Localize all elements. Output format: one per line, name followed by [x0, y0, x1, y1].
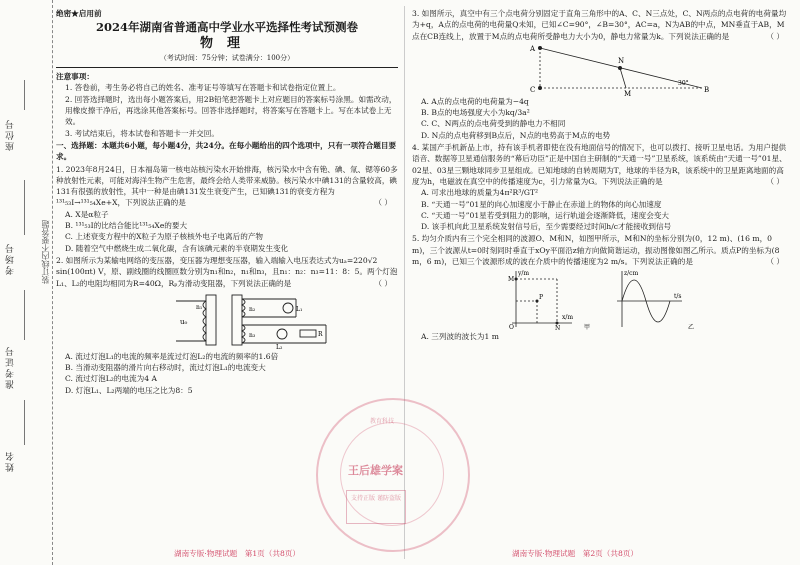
label-n: N	[618, 56, 625, 65]
label-z: z/cm	[624, 270, 639, 278]
note-item: 3. 考试结束后，将本试卷和答题卡一并交回。	[65, 128, 219, 138]
q2-option-c: C. 流过灯泡L₂的电流为4 A	[65, 374, 157, 384]
binding-strip	[0, 0, 53, 565]
q5-option-a: A. 三列波的波长为1 m	[421, 332, 499, 342]
source-m	[515, 278, 518, 281]
q4-option-a: A. 可求出地球的质量为4π²R³/GT²	[421, 188, 539, 198]
seat-line	[24, 80, 25, 110]
footer-right: 湖南专版·物理试题 第2页（共8页）	[512, 549, 638, 558]
fig-label-r: R	[318, 330, 323, 338]
subject-title: 物理	[199, 35, 254, 51]
label-a: A	[530, 44, 536, 53]
transformer-figure	[56, 289, 398, 351]
q4-option-c: C. “天通一号”01星若受到阻力的影响，运行轨道会逐渐降低，速度会变大	[421, 210, 670, 220]
label-b: B	[704, 85, 710, 94]
rheostat	[300, 330, 316, 337]
q1-option-a: A. X是α粒子	[65, 209, 109, 219]
lamp-l1	[283, 303, 293, 313]
q3-stem	[412, 8, 790, 42]
fig-label-l1: L₁	[296, 305, 303, 313]
anti-piracy-stamp: 支持正版 谨防盗版	[346, 490, 406, 524]
point-c	[538, 86, 542, 90]
watermark-ring-text: 教育科技	[370, 418, 395, 425]
q1-option-c: C. 上述衰变方程中的X粒子为原子核核外电子电离后的产物	[65, 232, 264, 242]
wave-figure	[412, 267, 790, 331]
fig-label-u0: u₀	[180, 317, 188, 326]
label-p: P	[539, 294, 544, 302]
exam-title: 2024年湖南省普通高中学业水平选择性考试预测卷	[95, 20, 358, 35]
q3-option-d: D. N点的点电荷移到B点后，N点的电势高于M点的电势	[421, 130, 611, 140]
q1-text: 1. 2023年8月24日，日本福岛第一核电站核污染水开始排海，核污染水中含有铯、碘、氚、锶等60多种放射性元素，可能对海洋生物产生危害，最终会给人类带来威胁。核污染水中碘131的含量较高，碘131有很强的放射性，其中一种是由碘131发生衰变产生，已知碘131的衰变方程为¹³¹₅₃I→¹³¹₅₄Xe+X，下列说法正确的是	[56, 164, 398, 208]
q2-stem	[56, 255, 398, 289]
q2-option-a: A. 流过灯泡L₁的电流的频率是流过灯泡L₂的电流的频率的1.6倍	[65, 351, 279, 361]
triangle-diagram	[412, 42, 790, 96]
footer-left: 湖南专版·物理试题 第1页（共8页）	[174, 549, 300, 558]
ticket-label: 准考证号	[6, 345, 16, 389]
transformer-core-right	[232, 295, 242, 345]
label-y: y/m	[518, 270, 530, 278]
label-jia: 甲	[584, 324, 591, 332]
label-c: C	[530, 85, 536, 94]
notes-title: 注意事项：	[56, 72, 94, 82]
cut-note: 装订线内不要答题	[41, 220, 50, 284]
point-a	[538, 46, 542, 50]
q4-stem	[412, 142, 790, 187]
fig-label-n1: n₁	[196, 303, 203, 311]
watermark-stamp	[316, 398, 470, 552]
lamp-l2	[277, 329, 287, 339]
q5-text: 5. 均匀介质内有三个完全相同的波源O、M和N，如图甲所示，M和N的坐标分别为(0，12 m)、(16 m，0 m)，三个波源从t=0时刻同时垂直于xOy平面沿z轴方向做简谐运动，振动图像如图乙所示。质点P的坐标为(8 m，6 m)，已知三个波源形成的波在介质中的传播速度为2 m/s。下列说法正确的是	[412, 234, 780, 267]
fig-label-n3: n₃	[249, 331, 256, 339]
label-t: t/s	[674, 293, 682, 301]
q4-text: 4. 某国产手机新品上市，持有该手机者即使在没有地面信号的情况下，也可以拨打、接听卫星电话。为用户提供语音、数据等卫星通信服务的“幕后功臣”正是中国自主研制的“天通一号”卫星系统，该系统由“天通一号”01星、02星、03星三颗地球同步卫星组成。已知地球的自转周期为T，地球的半径为R，该系统中的卫星距离地面的高度为h，电磁波在真空中的传播速度为c，引力常量为G。下列说法正确的是	[412, 143, 787, 186]
note-item: 1. 答卷前，考生务必将自己的姓名、准考证号等填写在答题卡和试卷指定位置上。	[65, 83, 341, 93]
seat-label: 座位号	[6, 118, 16, 151]
q2-text: 2. 如图所示为某输电网络的变压器，变压器为理想变压器，输入端输入电压表达式为uₐ=220√2 sin(100πt) V，原、副线圈的线圈匝数分别为n₁和n₂，n₁和n₃，且n₁：n₂：n₃=11：8：5。两个灯泡L₁、L₂的电阻均相同为R=40Ω，Rₚ为滑动变阻器，下列说法正确的是	[56, 255, 398, 288]
answer-paren: （ ）	[374, 198, 392, 208]
q1-option-d: D. 随着空气中燃烧生成二氧化碳，含有该碘元素的半衰期发生变化	[65, 243, 289, 253]
q1-stem	[56, 164, 398, 209]
answer-paren: （ ）	[374, 278, 392, 288]
q3-option-a: A. A点的点电荷的电荷量为−4q	[421, 96, 529, 106]
ticket-line	[24, 290, 25, 340]
transformer-core-left	[206, 295, 216, 345]
q3-option-c: C. C、N两点的点电荷受到的静电力不相同	[421, 119, 566, 129]
label-m: M	[624, 89, 632, 96]
left-column	[56, 8, 398, 396]
line-mn	[620, 68, 626, 88]
watermark-logo: 王后雄学案	[348, 464, 403, 477]
name-label: 姓名	[6, 450, 16, 472]
q3-option-b: B. B点的电场强度大小为kq/3a²	[421, 108, 530, 118]
label-n: N	[555, 325, 561, 332]
q4-option-b: B. “天通一号”01星的向心加速度小于静止在赤道上的物体的向心加速度	[421, 199, 662, 209]
exam-meta: （考试时间：75分钟；试卷满分：100分）	[159, 53, 295, 62]
secret-mark: 绝密★启用前	[56, 9, 102, 18]
label-o: O	[509, 324, 514, 332]
header-rule	[56, 67, 398, 68]
label-yi: 乙	[688, 324, 695, 332]
triangle-figure	[412, 42, 790, 96]
label-x: x/m	[562, 314, 574, 322]
fig-label-n2: n₂	[249, 305, 256, 313]
q4-option-d: D. 该手机向此卫星系统发射信号后，至少需要经过时间h/c才能接收到信号	[421, 222, 672, 232]
q2-option-d: D. 灯泡L₁、L₂两端的电压之比为8：5	[65, 385, 193, 395]
name-line	[24, 400, 25, 445]
label-angle: 30°	[678, 79, 689, 87]
answer-paren: （ ）	[766, 176, 784, 186]
section-label: 一、选择题：	[56, 140, 102, 150]
fig-label-l2: L₂	[276, 343, 283, 351]
q1-option-b: B. ¹³¹₅₃I的比结合能比¹³¹₅₄Xe的要大	[65, 221, 188, 231]
answer-paren: （ ）	[766, 257, 784, 267]
exam-room-line	[24, 180, 25, 235]
section-desc: 本题共6小题，每小题4分，共24分。在每小题给出的四个选项中，只有一项符合题目要求。	[56, 140, 397, 162]
exam-room-label: 考场号	[6, 242, 16, 275]
point-n	[618, 66, 622, 70]
answer-paren: （ ）	[766, 31, 784, 41]
q5-stem	[412, 233, 790, 267]
q2-option-b: B. 当滑动变阻器的滑片向右移动时，流过灯泡L₁的电流变大	[65, 363, 266, 373]
note-item: 2. 回答选择题时，选出每小题答案后，用2B铅笔把答题卡上对应题目的答案标号涂黑。如需改动，用橡皮擦干净后，再选涂其他答案标号。回答非选择题时，将答案写在答题卡上。写在本试卷上无效。	[65, 94, 397, 127]
wave-diagrams	[412, 267, 790, 331]
right-column	[412, 8, 790, 343]
label-m: M	[508, 276, 515, 284]
section-heading	[56, 140, 398, 163]
q3-text: 3. 如图所示，真空中有三个点电荷分别固定于直角三角形中的A、C、N三点处，C、N两点的点电荷的电荷量均为+q，A点的点电荷的电荷量Q未知，已知∠C=90°，∠B=30°，AC=a，N为AB的中点，MN垂直于AB，M点在CB连线上，放置于M点的点电荷所受静电力大小为0，静电力常量为k。下列说法正确的是	[412, 9, 787, 41]
transformer-diagram	[56, 289, 398, 351]
